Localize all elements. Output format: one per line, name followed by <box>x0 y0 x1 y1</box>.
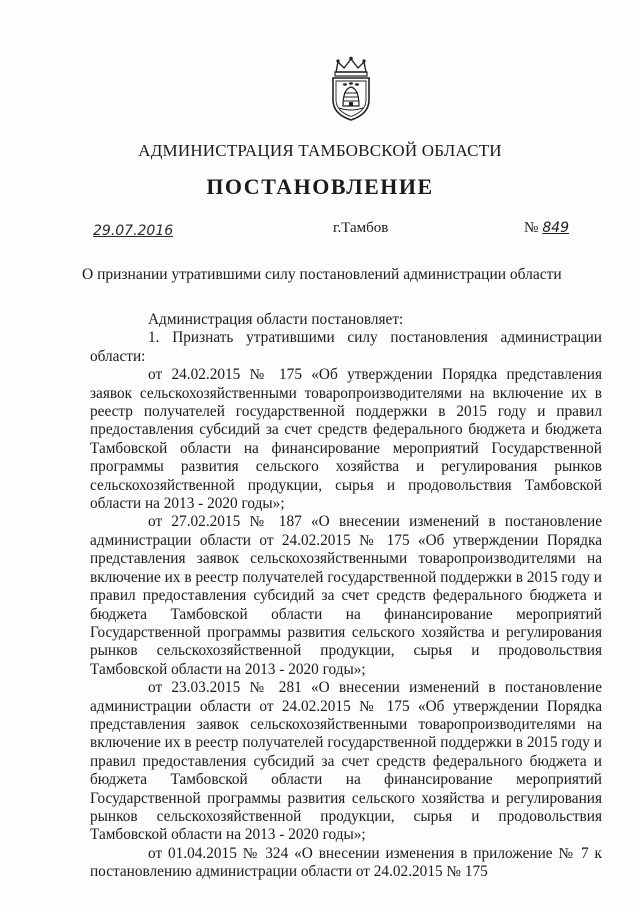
document-type-heading: ПОСТАНОВЛЕНИЕ <box>206 174 434 199</box>
number-label: № <box>524 220 539 236</box>
paragraph: 1. Признать утратившими силу постановления администрации области: <box>90 329 602 365</box>
document-body <box>90 311 602 882</box>
document-city: г.Тамбов <box>333 220 389 236</box>
paragraph: от 24.02.2015 № 175 «Об утверждении Порядка представления заявок сельскохозяйственными товаропроизводителями на включение их в реестр получателей государственной поддержки в 2015 году и правил предоставления субсидий за счет средств федерального бюджета и бюджета Тамбовской области на финансирование мероприятий Государственной программы развития сельского хозяйства и регулирования рынков сельскохозяйственной продукции, сырья и продовольствия Тамбовской области на 2013 - 2020 годы»; <box>90 366 602 513</box>
tambov-coat-of-arms-icon <box>326 56 376 122</box>
paragraph: от 01.04.2015 № 324 «О внесении изменения в приложение № 7 к постановлению администрации области от 24.02.2015 № 175 <box>90 844 602 881</box>
number-value: 849 <box>542 220 570 236</box>
organization-title: АДМИНИСТРАЦИЯ ТАМБОВСКОЙ ОБЛАСТИ <box>138 141 502 160</box>
paragraph: Администрация области постановляет: <box>148 311 404 328</box>
paragraph: от 27.02.2015 № 187 «О внесении изменений в постановление администрации области от 24.02.2015 № 175 «Об утверждении Порядка представления заявок сельскохозяйственными товаропроизводителями на включение их в реестр получателей государственной поддержки в 2015 году и правил предоставления субсидий за счет средств федерального бюджета и бюджета Тамбовской области на финансирование мероприятий Государственной программы развития сельского хозяйства и регулирования рынков сельскохозяйственной продукции, сырья и продовольствия Тамбовской области на 2013 - 2020 годы»; <box>90 513 602 678</box>
document-subject: О признании утратившими силу постановлений администрации области <box>82 266 562 283</box>
paragraph: от 23.03.2015 № 281 «О внесении изменений в постановление администрации области от 24.02.2015 № 175 «Об утверждении Порядка представления заявок сельскохозяйственными товаропроизводителями на включение их в реестр получателей государственной поддержки в 2015 году и правил предоставления субсидий за счет средств федерального бюджета и бюджета Тамбовской области на финансирование мероприятий Государственной программы развития сельского хозяйства и регулирования рынков сельскохозяйственной продукции, сырья и продовольствия Тамбовской области на 2013 - 2020 годы»; <box>90 679 602 844</box>
document-date: 29.07.2016 <box>93 223 174 239</box>
document-number <box>524 220 569 237</box>
